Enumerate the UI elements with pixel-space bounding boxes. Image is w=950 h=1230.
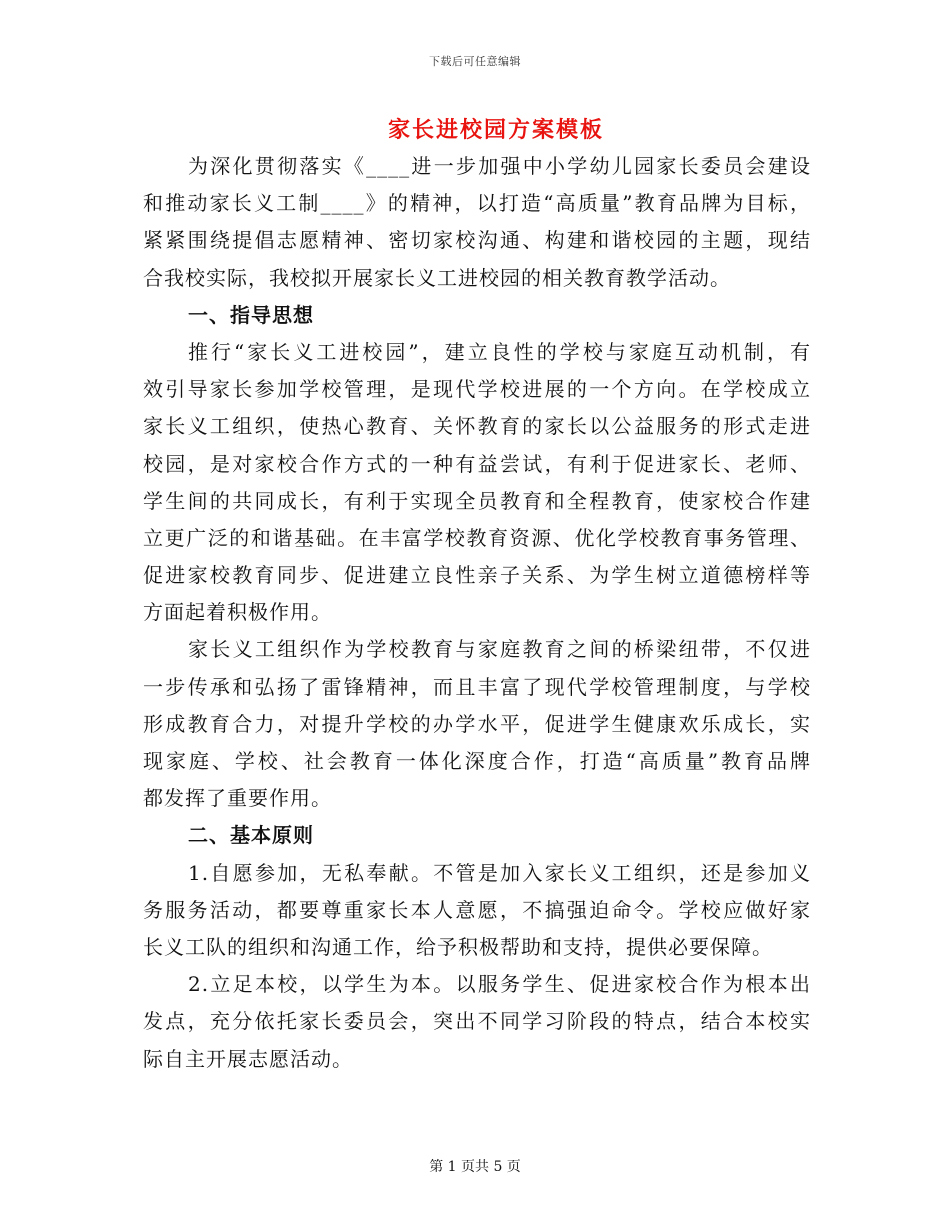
section1-paragraph-2 <box>143 631 811 817</box>
paragraph-line: 合我校实际，我校拟开展家长义工进校园的相关教育教学活动。 <box>143 265 731 290</box>
section2-paragraph-1 <box>143 855 811 967</box>
section-heading: 一、指导思想 <box>188 302 314 327</box>
paragraph-line: 现家庭、学校、社会教育一体化深度合作，打造“高质量”教育品牌 <box>143 749 811 773</box>
paragraph-line: 推行“家长义工进校园”，建立良性的学校与家庭互动机制，有 <box>188 339 811 364</box>
intro-paragraph <box>143 148 811 297</box>
paragraph-line: 紧紧围绕提倡志愿精神、密切家校沟通、构建和谐校园的主题，现结 <box>143 228 811 253</box>
paragraph-line: 校园，是对家校合作方式的一种有益尝试，有利于促进家长、老师、 <box>143 451 811 476</box>
paragraph-line: 际自主开展志愿活动。 <box>143 1046 353 1071</box>
page-number-footer: 第 1 页共 5 页 <box>429 1159 521 1175</box>
paragraph-line: 都发挥了重要作用。 <box>143 786 332 811</box>
paragraph-line: 为深化贯彻落实《____进一步加强中小学幼儿园家长委员会建设 <box>188 154 811 178</box>
section-heading: 二、基本原则 <box>188 823 314 848</box>
paragraph-line: 效引导家长参加学校管理，是现代学校进展的一个方向。在学校成立 <box>143 377 811 402</box>
paragraph-line: 务服务活动，都要尊重家长本人意愿，不搞强迫命令。学校应做好家 <box>143 897 811 922</box>
paragraph-line: 1.自愿参加，无私奉献。不管是加入家长义工组织，还是参加义 <box>188 860 811 885</box>
paragraph-line: 促进家校教育同步、促进建立良性亲子关系、为学生树立道德榜样等 <box>143 563 811 588</box>
document-title: 家长进校园方案模板 <box>388 117 605 143</box>
document-body <box>143 148 811 1078</box>
paragraph-line: 形成教育合力，对提升学校的办学水平，促进学生健康欢乐成长，实 <box>143 711 811 736</box>
section2-paragraph-2 <box>143 966 811 1078</box>
section1-paragraph-1 <box>143 334 811 632</box>
paragraph-line: 家长义工组织，使热心教育、关怀教育的家长以公益服务的形式走进 <box>143 414 811 439</box>
paragraph-line: 立更广泛的和谐基础。在丰富学校教育资源、优化学校教育事务管理、 <box>143 525 811 550</box>
paragraph-line: 发点，充分依托家长委员会，突出不同学习阶段的特点，结合本校实 <box>143 1009 811 1034</box>
paragraph-line: 学生间的共同成长，有利于实现全员教育和全程教育，使家校合作建 <box>143 488 811 513</box>
paragraph-line: 和推动家长义工制____》的精神，以打造“高质量”教育品牌为目标， <box>143 191 811 216</box>
paragraph-line: 方面起着积极作用。 <box>143 600 332 625</box>
page-header-note: 下载后可任意编辑 <box>429 55 521 68</box>
paragraph-line: 长义工队的组织和沟通工作，给予积极帮助和支持，提供必要保障。 <box>143 934 773 959</box>
paragraph-line: 一步传承和弘扬了雷锋精神，而且丰富了现代学校管理制度，与学校 <box>143 674 811 699</box>
paragraph-line: 2.立足本校，以学生为本。以服务学生、促进家校合作为根本出 <box>188 972 811 997</box>
paragraph-line: 家长义工组织作为学校教育与家庭教育之间的桥梁纽带，不仅进 <box>188 637 811 662</box>
